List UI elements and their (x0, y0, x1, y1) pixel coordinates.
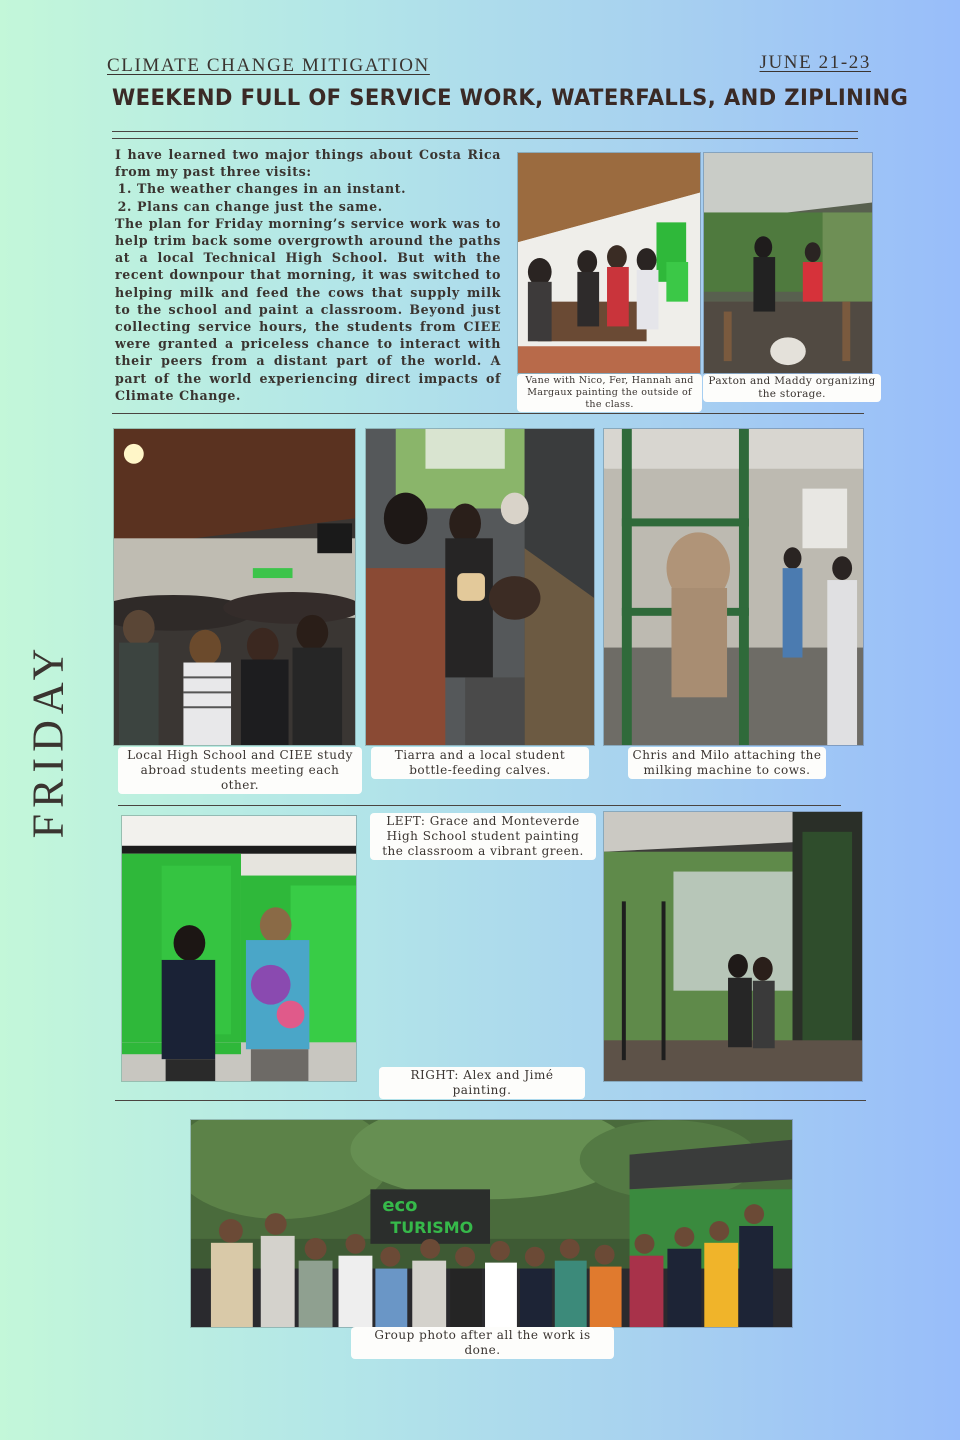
photo-left-painting (121, 815, 357, 1082)
headline: WEEKEND FULL OF SERVICE WORK, WATERFALLS, AND ZIPLINING (112, 86, 909, 111)
caption-calves: Tiarra and a local student bottle-feeding calves. (371, 747, 589, 779)
caption-group: Group photo after all the work is done. (351, 1327, 614, 1359)
day-label (23, 640, 73, 840)
intro-points (137, 180, 501, 214)
header-rule-bottom (112, 138, 858, 139)
section-rule (115, 1100, 866, 1101)
photo-painting-outside (517, 152, 701, 374)
section-rule (112, 413, 864, 414)
caption-meeting: Local High School and CIEE study abroad students meeting each other. (118, 747, 362, 794)
intro-point: 1. The weather changes in an instant. (137, 180, 501, 197)
photo-right-painting (603, 811, 863, 1082)
caption-right-painting: RIGHT: Alex and Jimé painting. (379, 1067, 585, 1099)
intro-text (115, 146, 501, 404)
intro-body: The plan for Friday morning’s service work was to help trim back some overgrowth around the paths at a local Technical High School. But with the recent downpour that morning, it was switched to helping milk and feed the cows that supply milk to the school and paint a classroom. Beyond just collecting service hours, the students from CIEE were granted a priceless chance to interact with their peers from a distant part of the world. A part of the world experiencing direct impacts of Climate Change. (115, 215, 501, 403)
sign-line2: TURISMO (390, 1217, 474, 1237)
section-label: CLIMATE CHANGE MITIGATION (107, 55, 430, 76)
caption-painting-outside: Vane with Nico, Fer, Hannah and Margaux painting the outside of the class. (517, 374, 702, 412)
intro-lead: I have learned two major things about Costa Rica from my past three visits: (115, 147, 501, 180)
caption-left-painting: LEFT: Grace and Monteverde High School student painting the classroom a vibrant green. (370, 813, 596, 860)
caption-milking: Chris and Milo attaching the milking machine to cows. (628, 747, 826, 779)
photo-milking (603, 428, 864, 746)
day-label-text: FRIDAY (23, 642, 73, 838)
photo-storage (703, 152, 873, 374)
intro-point: 2. Plans can change just the same. (137, 198, 501, 215)
header-rule-top (112, 131, 858, 132)
section-rule (118, 805, 841, 806)
photo-calves (365, 428, 595, 746)
date-label: JUNE 21-23 (759, 52, 871, 73)
photo-meeting (113, 428, 356, 746)
photo-group (190, 1119, 793, 1328)
sign-line1: eco (382, 1195, 418, 1217)
caption-storage: Paxton and Maddy organizing the storage. (703, 374, 881, 402)
